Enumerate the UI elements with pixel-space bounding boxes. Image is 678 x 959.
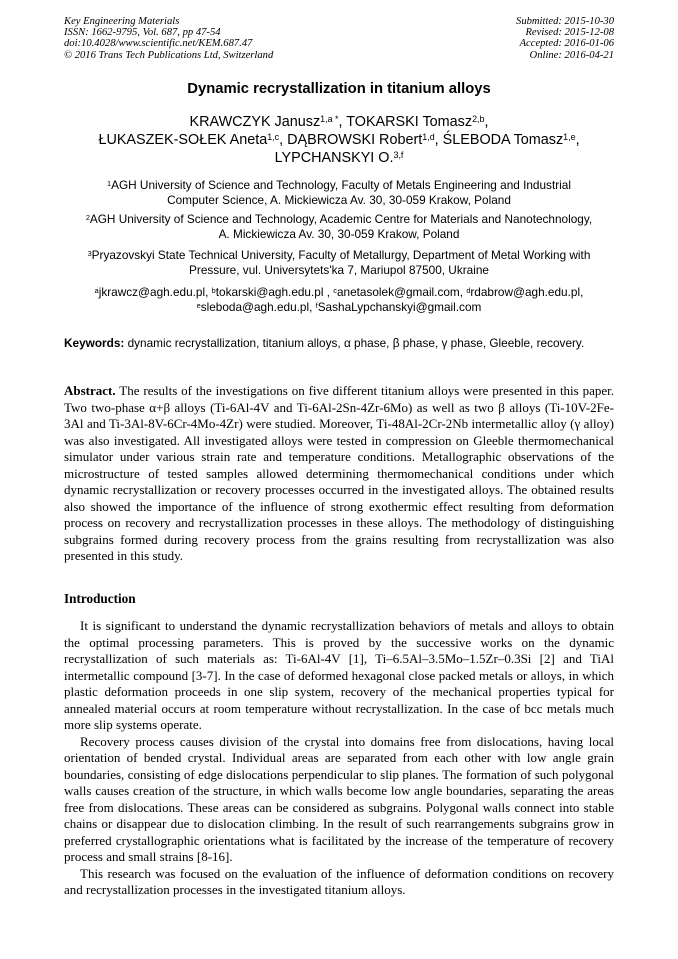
author-name: ŁUKASZEK-SOŁEK Aneta <box>98 132 268 149</box>
date-online: Online: 2016-04-21 <box>529 49 614 61</box>
affiliation-line: Computer Science, A. Mickiewicza Av. 30, 30-059 Krakow, Poland <box>167 193 511 208</box>
affiliation-line: Pryazovskyi State Technical University, Faculty of Metallurgy, Department of Metal Working with <box>91 248 591 262</box>
paragraph: It is significant to understand the dynamic recrystallization behaviors of metals and alloys to obtain the optimal processing parameters. This is proved by the successive works on the dynamic recrystallization of such materials as: Ti-6Al-4V [1], Ti–6.5Al–3.5Mo–1.5Zr–0.3Si [2] and TiAl intermetallic compound [3-7]. In the case of deformed hexagonal close packed metals or alloys, in which plastic deformation proceeds in one slip system, recovery of the mechanical properties typical for annealed material occurs at room temperature without recrystallization. In the case of bcc metals much more slip systems operate. <box>64 618 614 732</box>
affiliation-line: Pressure, vul. Universytets'ka 7, Mariupol 87500, Ukraine <box>189 263 489 278</box>
section-heading-introduction: Introduction <box>64 591 136 606</box>
author-affiliation-mark: 1,a * <box>320 113 339 124</box>
author-separator: , <box>575 132 580 149</box>
author-affiliation-mark: 2,b <box>472 113 485 124</box>
publication-dates <box>516 16 614 61</box>
abstract <box>64 383 614 565</box>
affiliation-line: AGH University of Science and Technology, Academic Centre for Materials and Nanotechnology, <box>89 212 593 226</box>
journal-doi: doi:10.4028/www.scientific.net/KEM.687.47 <box>64 38 253 50</box>
keywords <box>64 335 614 352</box>
affiliation-line: A. Mickiewicza Av. 30, 30-059 Krakow, Poland <box>218 227 460 242</box>
author-list <box>90 113 588 168</box>
keywords-text: dynamic recrystallization, titanium alloys, α phase, β phase, γ phase, Gleeble, recovery. <box>127 336 585 350</box>
author-name: LYPCHANSKYI O. <box>274 150 394 167</box>
date-submitted: Submitted: 2015-10-30 <box>516 16 614 27</box>
date-revised: Revised: 2015-12-08 <box>525 27 614 39</box>
affiliation-1 <box>60 178 618 208</box>
journal-copyright: © 2016 Trans Tech Publications Ltd, Switzerland <box>64 49 274 61</box>
journal-name: Key Engineering Materials <box>64 16 180 27</box>
author-separator: , <box>338 114 347 130</box>
author-separator: , <box>484 114 489 130</box>
email-address: tokarski@agh.edu.pl , <box>215 285 334 299</box>
author-emails <box>60 285 618 315</box>
affiliation-mark: 3 <box>87 248 92 258</box>
author-affiliation-mark: 1,c <box>267 132 280 143</box>
email-address: SashaLypchanskyi@gmail.com <box>317 300 482 315</box>
email-mark: e <box>196 300 201 310</box>
abstract-label: Abstract. <box>64 383 116 398</box>
email-address: jkrawcz@agh.edu.pl, <box>98 285 212 299</box>
affiliation-3 <box>60 248 618 278</box>
author-affiliation-mark: 1,e <box>563 132 576 143</box>
author-affiliation-mark: 3,f <box>393 150 404 161</box>
email-mark: d <box>466 285 471 295</box>
author-name: DĄBROWSKI Robert <box>287 132 423 149</box>
email-mark: f <box>315 300 318 310</box>
email-address: anetasolek@gmail.com, <box>336 285 467 299</box>
email-mark: b <box>211 285 216 295</box>
author-name: ŚLEBODA Tomasz <box>442 132 564 149</box>
author-affiliation-mark: 1,d <box>422 132 435 143</box>
author-separator: , <box>279 132 288 149</box>
paper-title: Dynamic recrystallization in titanium alloys <box>187 81 491 97</box>
email-address: rdabrow@agh.edu.pl, <box>470 285 584 299</box>
author-name: TOKARSKI Tomasz <box>346 114 473 130</box>
paragraph: Recovery process causes division of the crystal into domains free from dislocations, having local orientation of bended crystal. Individual areas are separated from each other with low angle grain boundaries, consisting of edge dislocations perpendicular to slip planes. The formation of such polygonal walls causes creation of the structure, in which walls become low angle boundaries, separating the areas free from dislocations. These areas can be considered as subgrains. Polygonal walls connect into stable chains or disappear due to dislocation climbing. In the result of such rearrangements subgrains grow in preferred crystallographic orientations what is facilitated by the increase of the temperature of recovery process and small strains [8-16]. <box>64 733 614 864</box>
affiliation-2 <box>60 212 618 242</box>
keywords-label: Keywords: <box>64 336 125 350</box>
date-accepted: Accepted: 2016-01-06 <box>519 38 614 50</box>
journal-issn: ISSN: 1662-9795, Vol. 687, pp 47-54 <box>64 27 221 39</box>
author-separator: , <box>434 132 443 149</box>
affiliation-mark: 1 <box>107 178 112 188</box>
affiliation-mark: 2 <box>85 212 90 222</box>
author-name: KRAWCZYK Janusz <box>189 114 321 130</box>
paragraph: This research was focused on the evaluation of the influence of deformation conditions on recovery and recrystallization processes in the investigated titanium alloys. <box>64 865 614 897</box>
email-mark: c <box>333 285 337 295</box>
email-mark: a <box>94 285 99 295</box>
affiliation-line: AGH University of Science and Technology, Faculty of Metals Engineering and Industrial <box>111 178 571 192</box>
email-address: sleboda@agh.edu.pl, <box>200 300 316 315</box>
introduction-body <box>64 618 614 899</box>
journal-info <box>64 16 273 61</box>
abstract-text: The results of the investigations on five different titanium alloys were presented in this paper. Two two-phase α+β alloys (Ti-6Al-4V and Ti-6Al-2Sn-4Zr-6Mo) as well as two β alloys (Ti-10V-2Fe-3Al and Ti-3Al-8V-6Cr-4Mo-4Zr) were studied. Moreover, Ti-48Al-2Cr-2Nb intermetallic alloy (γ alloy) was also investigated. All investigated alloys were tested in compression on Gleeble thermomechanical simulator under various strain rate and temperature conditions. Metallographic observations of the microstructure of tested samples allowed determining thermomechanical conditions under which dynamic recrystallization or recovery processes occurred in the investigated alloys. The obtained results also showed the importance of the influence of strong exothermic effect resulting from deformation process on recovery and recrystallization processes in these alloys. The methodology of distinguishing subgrains formed during recovery process from the grains resulting from recrystallization was also presented in this study. <box>64 383 614 563</box>
